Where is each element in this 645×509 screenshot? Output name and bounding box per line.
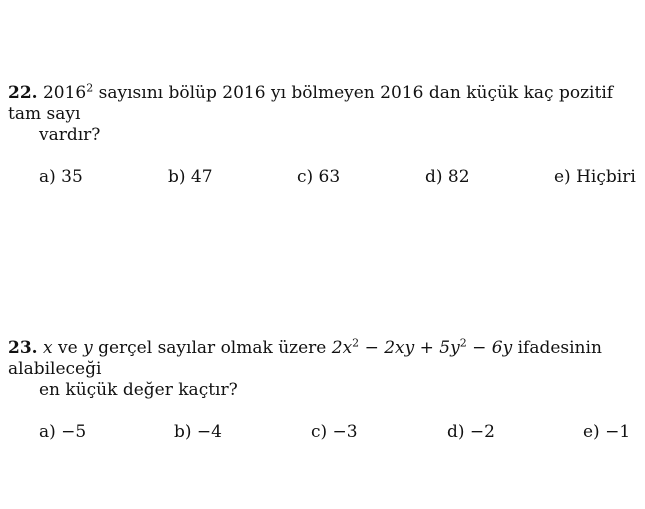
- choice-a[interactable]: a) 35: [39, 167, 83, 187]
- choice-c[interactable]: c) 63: [297, 167, 341, 187]
- text-ve: ve: [52, 338, 84, 358]
- problem-23: [8, 338, 633, 446]
- problem-22-exponent: 2: [86, 81, 94, 95]
- problem-23-choices: [8, 422, 633, 446]
- choice-d[interactable]: d) −2: [447, 422, 495, 442]
- variable-y: y: [83, 338, 93, 358]
- choice-b[interactable]: b) −4: [174, 422, 222, 442]
- problem-22-base: 2016: [42, 83, 87, 103]
- choice-d[interactable]: d) 82: [425, 167, 470, 187]
- text-ifadesinin: ifadesinin alabileceği: [8, 338, 602, 379]
- problem-22-text: sayısını bölüp 2016 yı bölmeyen 2016 dan küçük kaç pozitif tam sayı: [8, 83, 614, 124]
- choice-b[interactable]: b) 47: [168, 167, 213, 187]
- expression-term3: − 6y: [466, 338, 513, 358]
- problem-22-text-line2: vardır?: [39, 125, 101, 145]
- text-condition: gerçel sayılar olmak üzere: [92, 338, 332, 358]
- expression-exponent2: 2: [459, 336, 467, 350]
- choice-a[interactable]: a) −5: [39, 422, 87, 442]
- problem-23-text-line2: en küçük değer kaçtır?: [39, 380, 238, 400]
- choice-e[interactable]: e) −1: [583, 422, 631, 442]
- problem-22-number: 22.: [8, 83, 38, 103]
- variable-x: x: [42, 338, 53, 358]
- problem-22-choices: [8, 167, 636, 191]
- problem-22: [8, 81, 636, 191]
- choice-c[interactable]: c) −3: [311, 422, 358, 442]
- expression-term1: 2x: [331, 338, 353, 358]
- problem-22-stem: [8, 83, 633, 146]
- problem-23-number: 23.: [8, 338, 38, 358]
- choice-e[interactable]: e) Hiçbiri: [554, 167, 636, 187]
- expression-term2: − 2xy + 5y: [359, 338, 460, 358]
- expression-exponent1: 2: [352, 336, 360, 350]
- problem-23-stem: [8, 338, 633, 401]
